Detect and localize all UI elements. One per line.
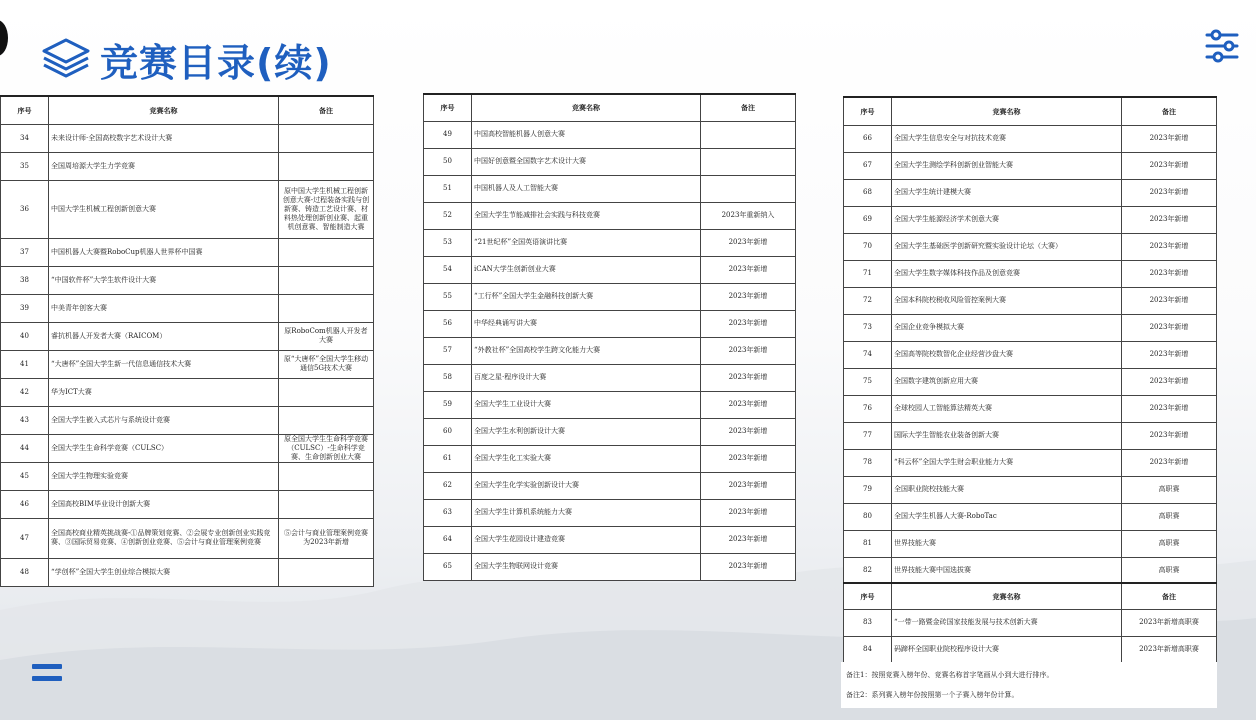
cell-no: 57 [424, 337, 472, 364]
cell-no: 72 [844, 287, 892, 314]
cell-name: 全国大学生花园设计建造竞赛 [472, 526, 701, 553]
cell-note [701, 175, 796, 202]
cell-name: 全国大学生生命科学竞赛（CULSC） [49, 434, 279, 462]
table-row [844, 314, 1217, 341]
table-row [424, 472, 796, 499]
sliders-icon[interactable] [1204, 28, 1240, 64]
cell-name: 中美青年创客大赛 [49, 294, 279, 322]
cell-note: 2023年新增 [1122, 287, 1217, 314]
table-row [1, 350, 374, 378]
competition-table-1 [0, 95, 374, 587]
cell-no: 45 [1, 462, 49, 490]
layers-icon [40, 37, 92, 81]
cell-note: 2023年新增高职赛 [1122, 609, 1217, 636]
header-note: 备注 [701, 94, 796, 121]
cell-name: 睿抗机器人开发者大赛（RAICOM） [49, 322, 279, 350]
table-row [1, 124, 374, 152]
table-row [424, 229, 796, 256]
cell-name: “学创杯”全国大学生创业综合模拟大赛 [49, 558, 279, 586]
cell-name: 全国本科院校税收风险管控案例大赛 [892, 287, 1122, 314]
cell-no: 43 [1, 406, 49, 434]
cell-note: 2023年新增 [1122, 206, 1217, 233]
cell-note: 2023年新增 [1122, 395, 1217, 422]
cell-name: 全国大学生基础医学创新研究暨实验设计论坛（大赛） [892, 233, 1122, 260]
cell-no: 44 [1, 434, 49, 462]
cell-no: 42 [1, 378, 49, 406]
cell-note: 高职赛 [1122, 530, 1217, 557]
cell-name: 全国大学生节能减排社会实践与科技竞赛 [472, 202, 701, 229]
cell-name: 全国大学生统计建模大赛 [892, 179, 1122, 206]
cell-name: 全国大学生工业设计大赛 [472, 391, 701, 418]
cell-name: 中国机器人及人工智能大赛 [472, 175, 701, 202]
header-no: 序号 [424, 94, 472, 121]
table-row [1, 238, 374, 266]
cell-no: 35 [1, 152, 49, 180]
cell-no: 51 [424, 175, 472, 202]
cell-note: 高职赛 [1122, 503, 1217, 530]
cell-no: 73 [844, 314, 892, 341]
table-row [1, 434, 374, 462]
page-header [40, 34, 332, 84]
cell-name: 全国大学生数字媒体科技作品及创意竞赛 [892, 260, 1122, 287]
cell-no: 54 [424, 256, 472, 283]
table-row [424, 391, 796, 418]
cell-note [279, 462, 374, 490]
table-row [424, 310, 796, 337]
cell-note: 2023年新增 [701, 445, 796, 472]
table-row [424, 364, 796, 391]
cell-name: 全国企业竞争模拟大赛 [892, 314, 1122, 341]
cell-note: 原中国大学生机械工程创新创意大赛-过程装备实践与创新赛、铸造工艺设计赛、材料热处理创新创业赛、起重机创意赛、智能制造大赛 [279, 180, 374, 238]
cell-note: 2023年新增 [1122, 449, 1217, 476]
table-row [844, 206, 1217, 233]
cell-no: 58 [424, 364, 472, 391]
cell-note: 原RoboCom机器人开发者大赛 [279, 322, 374, 350]
table-row [1, 266, 374, 294]
cell-name: 全国职业院校技能大赛 [892, 476, 1122, 503]
table-row [1, 152, 374, 180]
cell-no: 55 [424, 283, 472, 310]
cell-no: 82 [844, 557, 892, 584]
cell-no: 70 [844, 233, 892, 260]
cell-note: 2023年新增 [701, 472, 796, 499]
cell-note [279, 152, 374, 180]
cell-no: 83 [844, 609, 892, 636]
cell-name: 全国高校商业精英挑战赛-①品牌策划竞赛、②会展专业创新创业实践竞赛、③国际贸易竞赛、④创新创业竞赛、⑤会计与商业管理案例竞赛 [49, 518, 279, 558]
cell-no: 79 [844, 476, 892, 503]
cell-no: 67 [844, 152, 892, 179]
cell-name: “一带一路暨金砖国家技能发展与技术创新大赛 [892, 609, 1122, 636]
footnote-2: 备注2：系列赛入榜年份按照第一个子赛入榜年份计算。 [846, 691, 1019, 699]
cell-no: 69 [844, 206, 892, 233]
cell-name: 未来设计师·全国高校数字艺术设计大赛 [49, 124, 279, 152]
cell-name: “外教社杯”全国高校学生跨文化能力大赛 [472, 337, 701, 364]
cell-note: 2023年新增 [701, 553, 796, 580]
table-row [844, 557, 1217, 584]
cell-note: 2023年新增 [1122, 368, 1217, 395]
cell-note: 2023年新增 [701, 310, 796, 337]
cell-no: 62 [424, 472, 472, 499]
cell-no: 74 [844, 341, 892, 368]
cell-note [279, 294, 374, 322]
cell-note: 2023年新增 [1122, 341, 1217, 368]
cell-note: 高职赛 [1122, 476, 1217, 503]
header-note: 备注 [279, 96, 374, 124]
cell-note: 2023年新增 [1122, 314, 1217, 341]
table-row [424, 553, 796, 580]
cell-name: 全国大学生计算机系统能力大赛 [472, 499, 701, 526]
cell-note: 2023年新增 [1122, 422, 1217, 449]
header-note: 备注 [1122, 97, 1217, 125]
cell-name: 全国大学生化学实验创新设计大赛 [472, 472, 701, 499]
cell-note: 2023年新增 [1122, 260, 1217, 287]
cell-no: 36 [1, 180, 49, 238]
cell-no: 53 [424, 229, 472, 256]
cell-name: 世界技能大赛 [892, 530, 1122, 557]
cell-note [279, 490, 374, 518]
table-row [844, 341, 1217, 368]
cell-name: 国际大学生智能农业装备创新大赛 [892, 422, 1122, 449]
cell-no: 59 [424, 391, 472, 418]
table-row [1, 378, 374, 406]
cell-name: “大唐杯”全国大学生新一代信息通信技术大赛 [49, 350, 279, 378]
cell-note [279, 406, 374, 434]
cell-note: 2023年新增 [1122, 152, 1217, 179]
cell-note: 2023年新增高职赛 [1122, 636, 1217, 663]
cell-name: 华为ICT大赛 [49, 378, 279, 406]
cell-no: 75 [844, 368, 892, 395]
cell-note [279, 266, 374, 294]
cell-no: 77 [844, 422, 892, 449]
cell-note: 2023年新增 [701, 364, 796, 391]
cell-no: 71 [844, 260, 892, 287]
cell-no: 52 [424, 202, 472, 229]
table-row [844, 368, 1217, 395]
table-row [1, 558, 374, 586]
cell-note [701, 121, 796, 148]
header-name: 竞赛名称 [49, 96, 279, 124]
table-row [1, 322, 374, 350]
header-note: 备注 [1122, 583, 1217, 609]
header-name: 竞赛名称 [892, 583, 1122, 609]
cell-no: 49 [424, 121, 472, 148]
cell-no: 80 [844, 503, 892, 530]
cell-name: “科云杯”全国大学生财会职业能力大赛 [892, 449, 1122, 476]
table-row [424, 283, 796, 310]
cell-no: 39 [1, 294, 49, 322]
cell-note: 2023年新增 [701, 229, 796, 256]
header-no: 序号 [844, 97, 892, 125]
table-row [844, 449, 1217, 476]
table-row [844, 530, 1217, 557]
cell-name: iCAN大学生创新创业大赛 [472, 256, 701, 283]
cell-name: 全国大学生信息安全与对抗技术竞赛 [892, 125, 1122, 152]
cell-note: 2023年新增 [701, 256, 796, 283]
cell-name: 中国高校智能机器人创意大赛 [472, 121, 701, 148]
table-row [424, 256, 796, 283]
cell-name: “中国软件杯”大学生软件设计大赛 [49, 266, 279, 294]
table-row [844, 636, 1217, 663]
cell-no: 48 [1, 558, 49, 586]
table-row [424, 175, 796, 202]
cell-name: 全国高校BIM毕业设计创新大赛 [49, 490, 279, 518]
cell-note: 原“大唐杯”全国大学生移动通信5G技术大赛 [279, 350, 374, 378]
cell-note: 2023年新增 [1122, 125, 1217, 152]
header-no: 序号 [1, 96, 49, 124]
table-row [844, 260, 1217, 287]
cell-note [701, 148, 796, 175]
cell-name: 百度之星·程序设计大赛 [472, 364, 701, 391]
table-row [424, 499, 796, 526]
table-row [844, 179, 1217, 206]
cell-no: 78 [844, 449, 892, 476]
cell-no: 63 [424, 499, 472, 526]
cell-note [279, 378, 374, 406]
cell-name: 中国大学生机械工程创新创意大赛 [49, 180, 279, 238]
cell-name: 全国大学生机器人大赛-RoboTac [892, 503, 1122, 530]
header-name: 竞赛名称 [892, 97, 1122, 125]
table-row [424, 202, 796, 229]
cell-no: 81 [844, 530, 892, 557]
cell-no: 84 [844, 636, 892, 663]
cell-name: 全国大学生能源经济学术创意大赛 [892, 206, 1122, 233]
table-row [844, 476, 1217, 503]
cell-name: 中国好创意暨全国数字艺术设计大赛 [472, 148, 701, 175]
table-row [844, 503, 1217, 530]
cell-note [279, 124, 374, 152]
cell-no: 38 [1, 266, 49, 294]
cell-name: 全国大学生物联网设计竞赛 [472, 553, 701, 580]
cell-note [279, 558, 374, 586]
table-row [424, 445, 796, 472]
cell-no: 66 [844, 125, 892, 152]
cell-name: 全球校园人工智能算法精英大赛 [892, 395, 1122, 422]
cell-name: 中国机器人大赛暨RoboCup机器人世界杯中国赛 [49, 238, 279, 266]
cell-note: 2023年新增 [701, 499, 796, 526]
cell-name: “21世纪杯”全国英语演讲比赛 [472, 229, 701, 256]
table-row [844, 125, 1217, 152]
cell-name: 全国高等院校数智化企业经营沙盘大赛 [892, 341, 1122, 368]
competition-table-4 [843, 582, 1217, 664]
cell-note: 2023年新增 [701, 337, 796, 364]
table-row [1, 294, 374, 322]
table-row [424, 418, 796, 445]
cell-note: 2023年新增 [701, 418, 796, 445]
table-row [424, 121, 796, 148]
table-row [844, 152, 1217, 179]
cell-no: 34 [1, 124, 49, 152]
menu-icon[interactable] [32, 664, 62, 692]
competition-table-3 [843, 96, 1217, 585]
cell-no: 65 [424, 553, 472, 580]
cell-name: 全国大学生水利创新设计大赛 [472, 418, 701, 445]
competition-table-2 [423, 93, 796, 581]
footnote-1: 备注1：按照竞赛入榜年份、竞赛名称首字笔画从小到大进行排序。 [846, 671, 1054, 679]
table-row [1, 406, 374, 434]
cell-note: 原全国大学生生命科学竞赛（CULSC）-生命科学竞赛、生命创新创业大赛 [279, 434, 374, 462]
table-row [424, 337, 796, 364]
cell-no: 47 [1, 518, 49, 558]
table-row [844, 395, 1217, 422]
header-no: 序号 [844, 583, 892, 609]
table-row [1, 490, 374, 518]
cell-name: 全国数字建筑创新应用大赛 [892, 368, 1122, 395]
cell-name: 全国大学生嵌入式芯片与系统设计竞赛 [49, 406, 279, 434]
cell-note: 2023年新增 [701, 283, 796, 310]
cell-no: 60 [424, 418, 472, 445]
cell-note: 2023年重新纳入 [701, 202, 796, 229]
cell-no: 76 [844, 395, 892, 422]
nav-dot[interactable] [0, 20, 8, 56]
footnotes [841, 662, 1217, 708]
cell-note: 高职赛 [1122, 557, 1217, 584]
cell-no: 41 [1, 350, 49, 378]
table-row [1, 462, 374, 490]
table-row [844, 233, 1217, 260]
table-row [424, 148, 796, 175]
cell-name: 全国周培源大学生力学竞赛 [49, 152, 279, 180]
cell-name: 世界技能大赛中国选拔赛 [892, 557, 1122, 584]
cell-name: 全国大学生化工实验大赛 [472, 445, 701, 472]
cell-note: 2023年新增 [701, 391, 796, 418]
table-row [844, 287, 1217, 314]
cell-note: ⑤会计与商业管理案例竞赛为2023年新增 [279, 518, 374, 558]
cell-name: 中华经典诵写讲大赛 [472, 310, 701, 337]
cell-note: 2023年新增 [701, 526, 796, 553]
cell-no: 64 [424, 526, 472, 553]
cell-no: 56 [424, 310, 472, 337]
cell-no: 46 [1, 490, 49, 518]
cell-no: 50 [424, 148, 472, 175]
cell-note: 2023年新增 [1122, 233, 1217, 260]
cell-no: 68 [844, 179, 892, 206]
cell-no: 61 [424, 445, 472, 472]
table-row [844, 422, 1217, 449]
table-row [844, 609, 1217, 636]
table-row [1, 518, 374, 558]
cell-name: “工行杯”全国大学生金融科技创新大赛 [472, 283, 701, 310]
table-row [424, 526, 796, 553]
cell-no: 37 [1, 238, 49, 266]
header-name: 竞赛名称 [472, 94, 701, 121]
cell-name: 全国大学生物理实验竞赛 [49, 462, 279, 490]
cell-note: 2023年新增 [1122, 179, 1217, 206]
table-row [1, 180, 374, 238]
page-title: 竞赛目录(续) [100, 40, 332, 85]
cell-no: 40 [1, 322, 49, 350]
cell-name: 码蹄杯全国职业院校程序设计大赛 [892, 636, 1122, 663]
cell-note [279, 238, 374, 266]
cell-name: 全国大学生测绘学科创新创业智能大赛 [892, 152, 1122, 179]
